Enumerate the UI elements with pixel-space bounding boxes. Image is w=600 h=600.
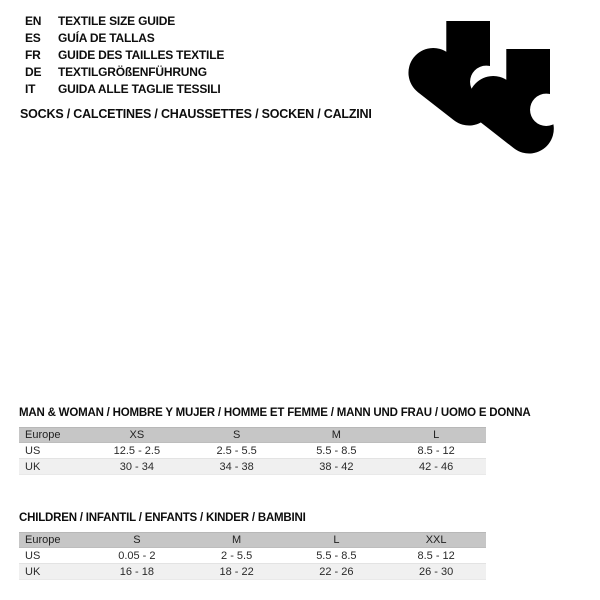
table-row <box>19 548 486 564</box>
column-header: Europe <box>19 533 87 548</box>
size-cell: 12.5 - 2.5 <box>87 443 187 459</box>
size-cell: 2.5 - 5.5 <box>187 443 287 459</box>
product-category-heading: SOCKS / CALCETINES / CHAUSSETTES / SOCKEN / CALZINI <box>20 107 372 121</box>
region-cell: UK <box>19 459 87 475</box>
size-cell: 30 - 34 <box>87 459 187 475</box>
size-cell: 26 - 30 <box>386 564 486 580</box>
column-header: S <box>87 533 187 548</box>
size-cell: 0.05 - 2 <box>87 548 187 564</box>
column-header: XXL <box>386 533 486 548</box>
language-code: FR <box>25 48 41 62</box>
column-header: L <box>386 428 486 443</box>
size-cell: 2 - 5.5 <box>187 548 287 564</box>
table-row <box>19 564 486 580</box>
language-code: EN <box>25 14 42 28</box>
children-size-table <box>19 532 486 580</box>
language-label: GUÍA DE TALLAS <box>58 31 155 45</box>
size-cell: 22 - 26 <box>287 564 387 580</box>
language-row-de <box>25 64 224 81</box>
socks-icon <box>400 5 580 185</box>
language-row-es <box>25 30 224 47</box>
man-woman-table-title: MAN & WOMAN / HOMBRE Y MUJER / HOMME ET FEMME / MANN UND FRAU / UOMO E DONNA <box>19 407 531 419</box>
language-row-fr <box>25 47 224 64</box>
column-header: XS <box>87 428 187 443</box>
size-cell: 5.5 - 8.5 <box>287 548 387 564</box>
column-header: M <box>287 428 387 443</box>
size-cell: 42 - 46 <box>386 459 486 475</box>
table-row <box>19 459 486 475</box>
column-header: Europe <box>19 428 87 443</box>
language-row-en <box>25 13 224 30</box>
table-header-row <box>19 533 486 548</box>
column-header: S <box>187 428 287 443</box>
region-cell: US <box>19 443 87 459</box>
language-label: TEXTILGRÖßENFÜHRUNG <box>58 65 207 79</box>
language-row-it <box>25 81 224 98</box>
size-cell: 16 - 18 <box>87 564 187 580</box>
size-cell: 34 - 38 <box>187 459 287 475</box>
language-list <box>25 13 224 98</box>
children-table-title: CHILDREN / INFANTIL / ENFANTS / KINDER / BAMBINI <box>19 512 306 524</box>
table-header-row <box>19 428 486 443</box>
language-code: DE <box>25 65 42 79</box>
size-cell: 18 - 22 <box>187 564 287 580</box>
column-header: M <box>187 533 287 548</box>
language-label: TEXTILE SIZE GUIDE <box>58 14 176 28</box>
size-cell: 8.5 - 12 <box>386 443 486 459</box>
language-label: GUIDA ALLE TAGLIE TESSILI <box>58 82 221 96</box>
size-cell: 5.5 - 8.5 <box>287 443 387 459</box>
language-code: ES <box>25 31 41 45</box>
table-row <box>19 443 486 459</box>
column-header: L <box>287 533 387 548</box>
size-cell: 38 - 42 <box>287 459 387 475</box>
language-code: IT <box>25 82 36 96</box>
language-label: GUIDE DES TAILLES TEXTILE <box>58 48 225 62</box>
region-cell: US <box>19 548 87 564</box>
size-cell: 8.5 - 12 <box>386 548 486 564</box>
man-woman-size-table <box>19 427 486 475</box>
region-cell: UK <box>19 564 87 580</box>
